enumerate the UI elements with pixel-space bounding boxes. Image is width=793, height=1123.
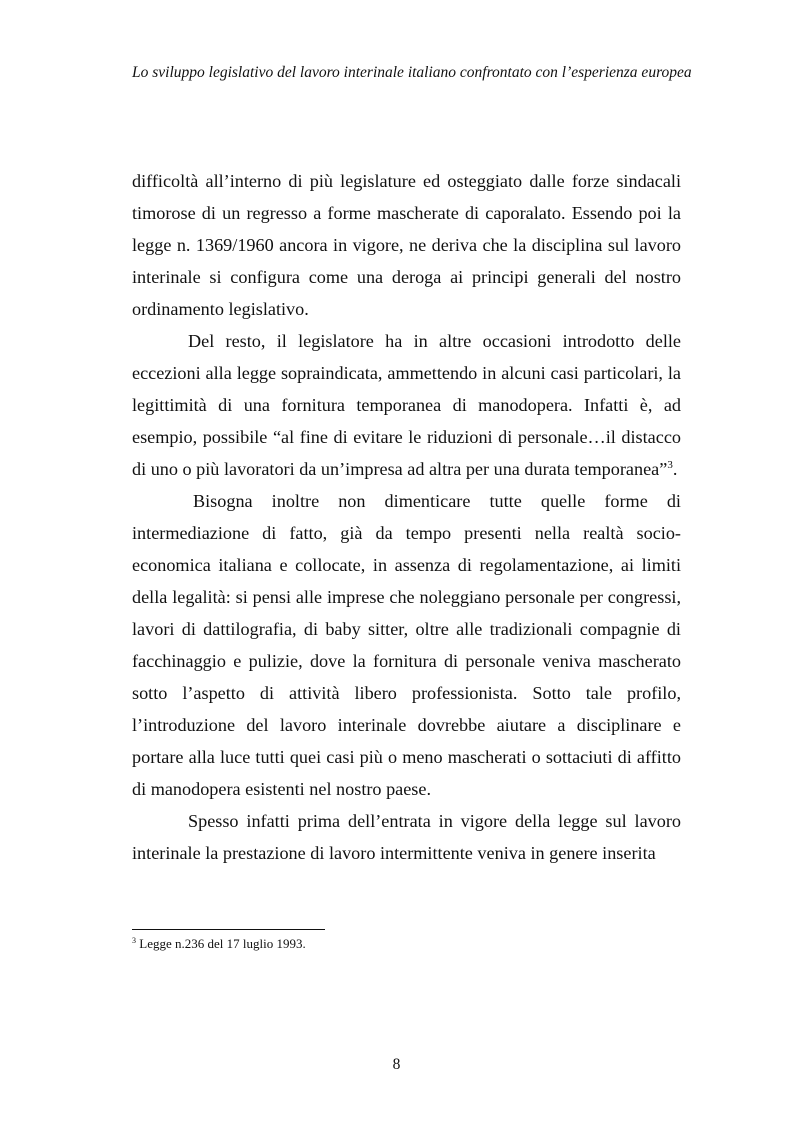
paragraph-2-end: . <box>672 459 678 479</box>
footnote-text: Legge n.236 del 17 luglio 1993. <box>136 936 306 951</box>
page-number: 8 <box>392 1056 401 1073</box>
paragraph-4: Spesso infatti prima dell’entrata in vigore della legge sul lavoro interinale la prestazione di lavoro intermittente veniva in genere inserita <box>132 811 681 863</box>
paragraph-1: difficoltà all’interno di più legislature ed osteggiato dalle forze sindacali timorose di un regresso a forme mascherate di caporalato. Essendo poi la legge n. 1369/1960 ancora in vigore, ne deriva che la disciplina sul lavoro interinale si configura come una deroga ai principi generali del nostro ordinamento legislativo. <box>132 171 681 319</box>
paragraph-3: Bisogna inoltre non dimenticare tutte quelle forme di intermediazione di fatto, già da tempo presenti nella realtà socio-economica italiana e collocate, in assenza di regolamentazione, ai limiti della legalità: si pensi alle imprese che noleggiano personale per congressi, lavori di dattilografia, di baby sitter, oltre alle tradizionali compagnie di facchinaggio e pulizie, dove la fornitura di personale veniva mascherato sotto l’aspetto di attività libero professionista. Sotto tale profilo, l’introduzione del lavoro interinale dovrebbe aiutare a disciplinare e portare alla luce tutti quei casi più o meno mascherati o sottaciuti di affitto di manodopera esistenti nel nostro paese. <box>132 491 681 799</box>
paragraph-2 <box>132 325 681 485</box>
footnote-divider <box>132 929 325 930</box>
paragraph-2-text: Del resto, il legislatore ha in altre occasioni introdotto delle eccezioni alla legge sopraindicata, ammettendo in alcuni casi particolari, la legittimità di una fornitura temporanea di manodopera. Infatti è, ad esempio, possibile “al fine di evitare le riduzioni di personale…il distacco di uno o più lavoratori da un’impresa ad altra per una durata temporanea” <box>132 331 681 479</box>
body-text <box>132 165 681 869</box>
running-header: Lo sviluppo legislativo del lavoro interinale italiano confrontato con l’esperienza europea <box>132 64 692 81</box>
footnote <box>132 936 681 952</box>
footnote-reference: 3 <box>667 459 673 471</box>
footnote-number: 3 <box>132 936 136 945</box>
